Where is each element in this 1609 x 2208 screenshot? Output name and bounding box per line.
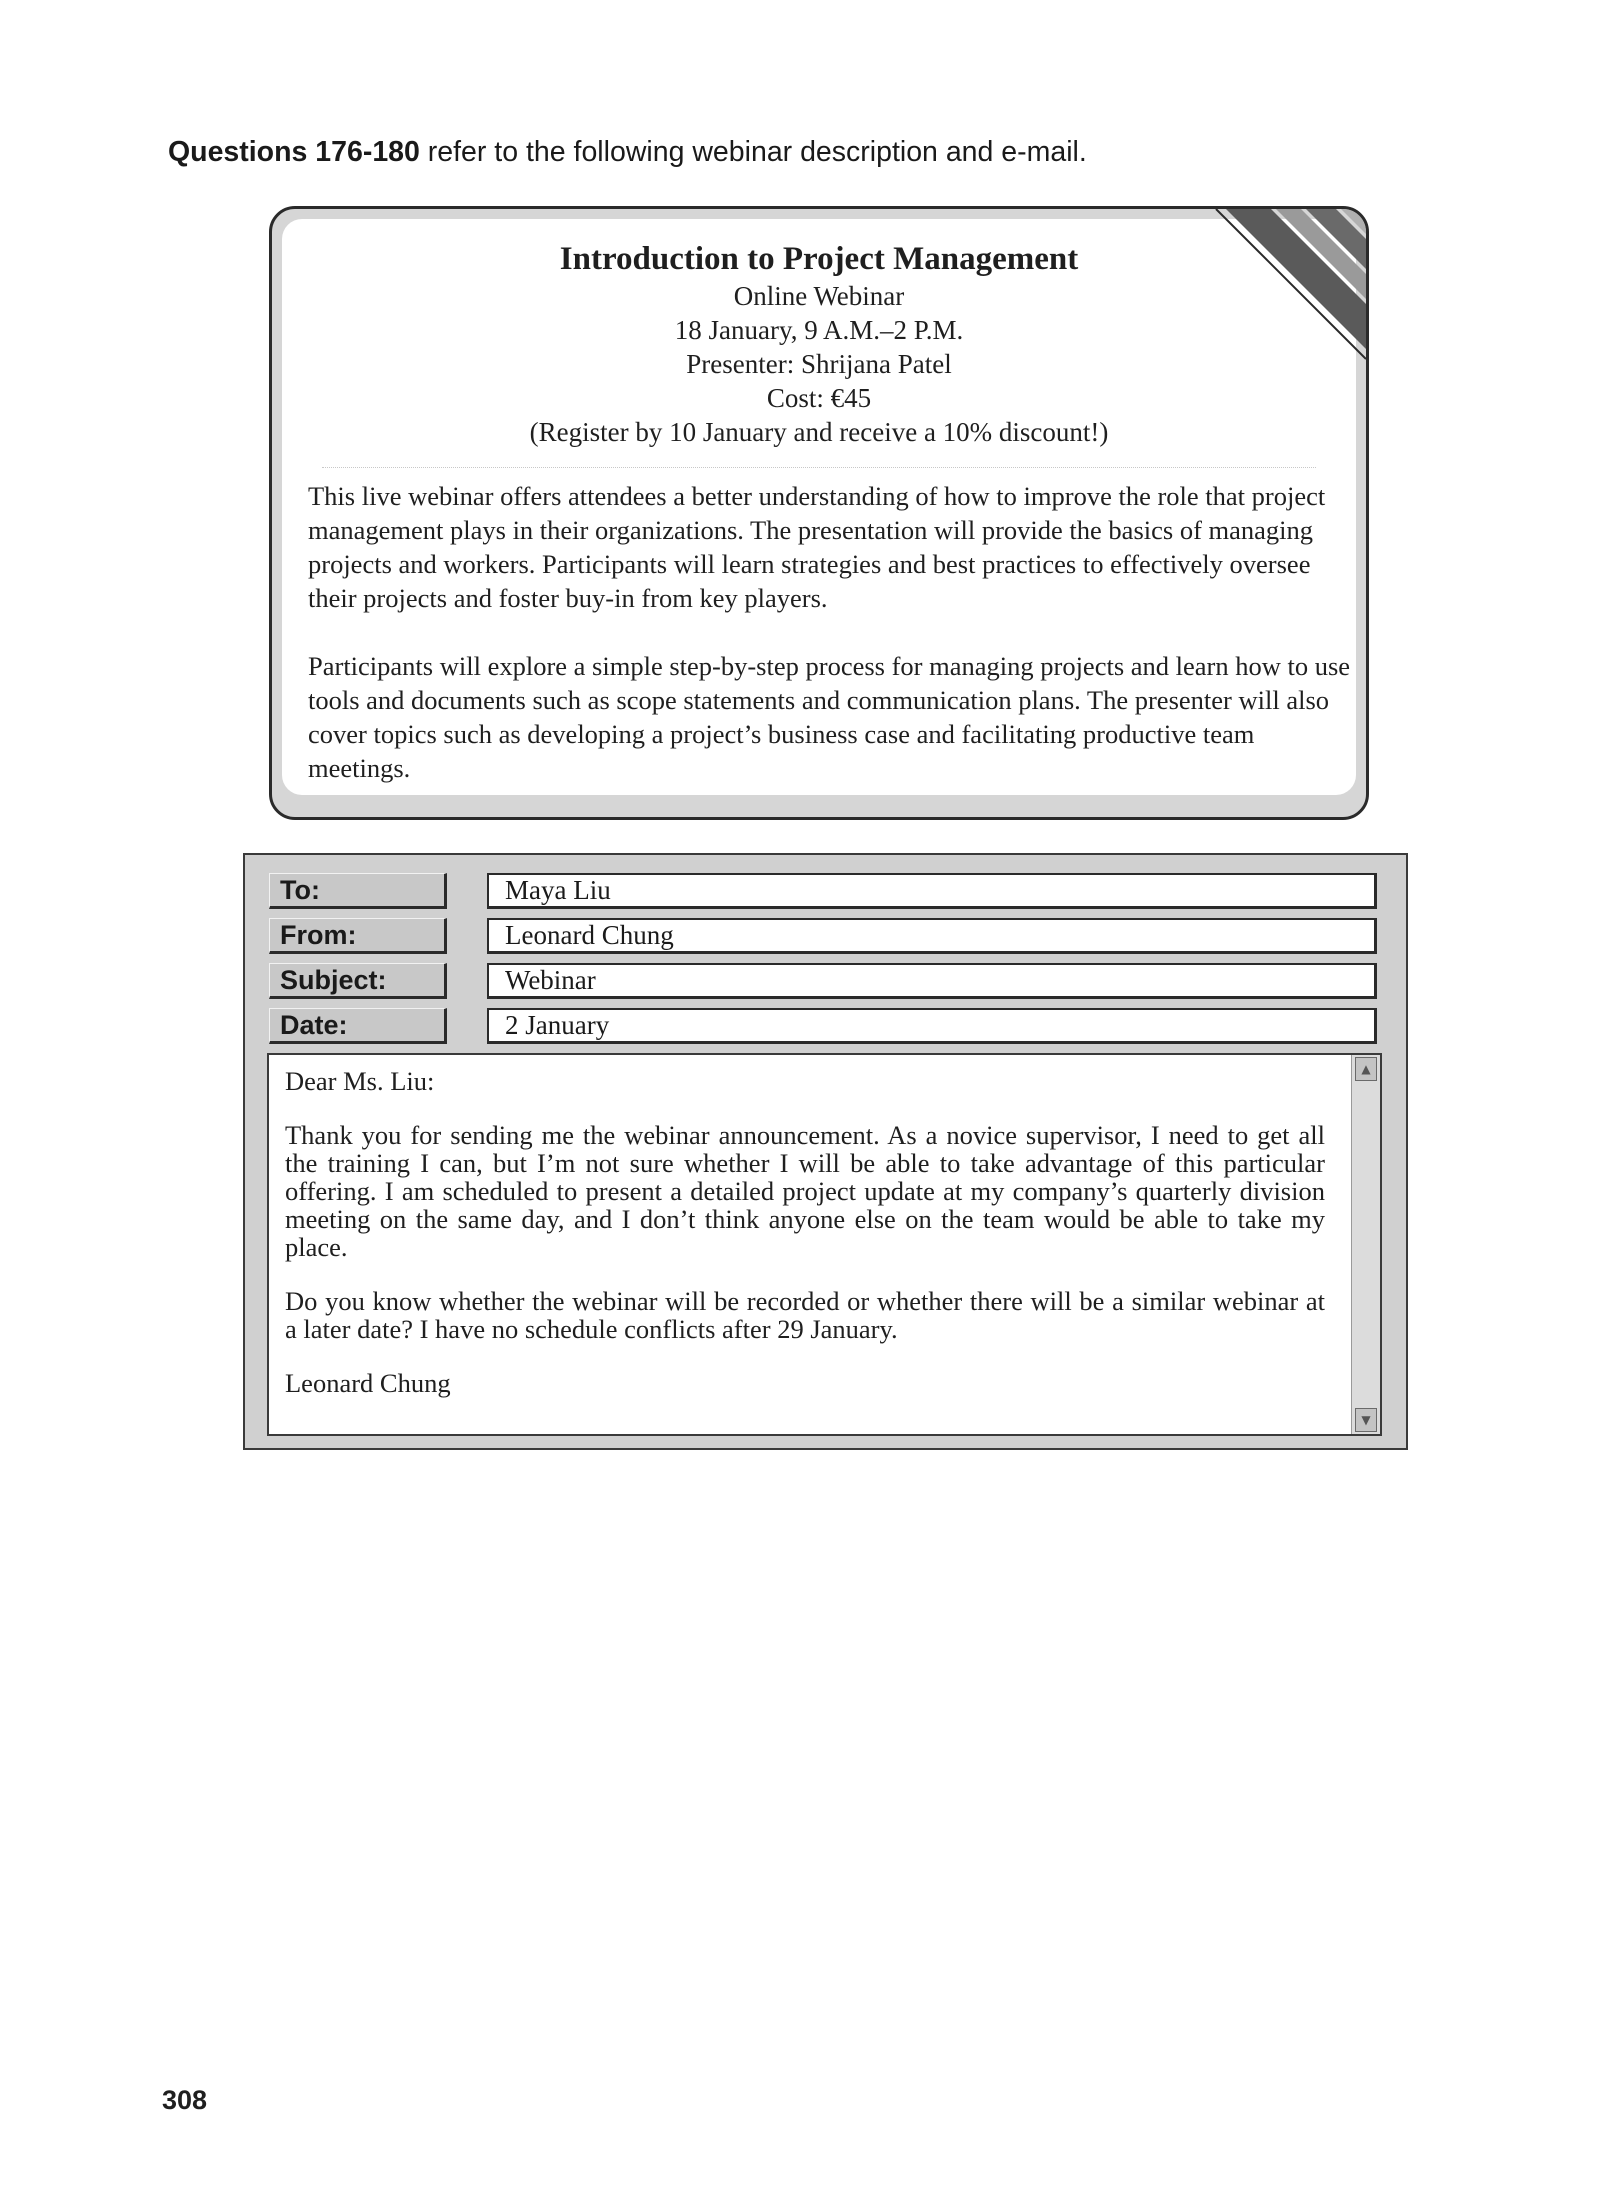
webinar-paragraph: This live webinar offers attendees a better understanding of how to improve the role that project management plays in their organizations. The presentation will provide the basics of managing projects and workers. Participants will learn strategies and best practices to effectively oversee their projects and foster buy-in from key players.: [308, 481, 1326, 613]
date-label: Date:: [269, 1008, 447, 1044]
to-field[interactable]: Maya Liu: [487, 873, 1377, 909]
scroll-down-icon[interactable]: ▼: [1355, 1408, 1377, 1432]
webinar-body: [308, 479, 1354, 819]
email-header-subject: [269, 963, 1399, 999]
webinar-presenter: Presenter: Shrijana Patel: [686, 349, 952, 379]
email-header-from: [269, 918, 1399, 954]
from-label: From:: [269, 918, 447, 954]
webinar-discount: (Register by 10 January and receive a 10% discount!): [529, 417, 1109, 447]
webinar-description-box: [269, 206, 1369, 820]
from-field[interactable]: Leonard Chung: [487, 918, 1377, 954]
subject-field[interactable]: Webinar: [487, 963, 1377, 999]
to-label: To:: [269, 873, 447, 909]
questions-heading: [168, 136, 1087, 169]
date-field[interactable]: 2 January: [487, 1008, 1377, 1044]
email-header-date: [269, 1008, 1399, 1044]
email-greeting: Dear Ms. Liu:: [285, 1066, 435, 1096]
scroll-up-icon[interactable]: ▲: [1355, 1057, 1377, 1081]
questions-instruction: refer to the following webinar description and e-mail.: [419, 136, 1087, 168]
subject-label: Subject:: [269, 963, 447, 999]
email-header-to: [269, 873, 1399, 909]
email-window: [243, 853, 1408, 1450]
webinar-divider: [322, 467, 1316, 468]
webinar-date-time: 18 January, 9 A.M.–2 P.M.: [674, 315, 964, 345]
webinar-paragraph: Participants will explore a simple step-by-step process for managing projects and learn how to use tools and documents such as scope statements and communication plans. The presenter will also cover topics such as developing a project’s business case and facilitating productive team meetings.: [308, 651, 1351, 783]
questions-range: Questions 176-180: [168, 136, 420, 168]
email-paragraph: Thank you for sending me the webinar announcement. As a novice supervisor, I need to get all the training I can, but I’m not sure whether I will be able to take advantage of this particular offering. I am scheduled to present a detailed project update at my company’s quarterly division meeting on the same day, and I don’t think anyone else on the team would be able to take my place.: [285, 1120, 1325, 1262]
page-number: 308: [162, 2085, 208, 2115]
webinar-title: Introduction to Project Management: [559, 241, 1079, 277]
webinar-cost: Cost: €45: [766, 383, 872, 413]
email-paragraph: Do you know whether the webinar will be recorded or whether there will be a similar webinar at a later date? I have no schedule conflicts after 29 January.: [285, 1286, 1325, 1344]
email-body[interactable]: [267, 1053, 1382, 1436]
webinar-header: [272, 239, 1366, 449]
webinar-subtitle: Online Webinar: [733, 281, 905, 311]
email-signature: Leonard Chung: [285, 1368, 451, 1398]
email-text: [285, 1067, 1325, 1423]
email-scrollbar[interactable]: [1351, 1055, 1380, 1434]
